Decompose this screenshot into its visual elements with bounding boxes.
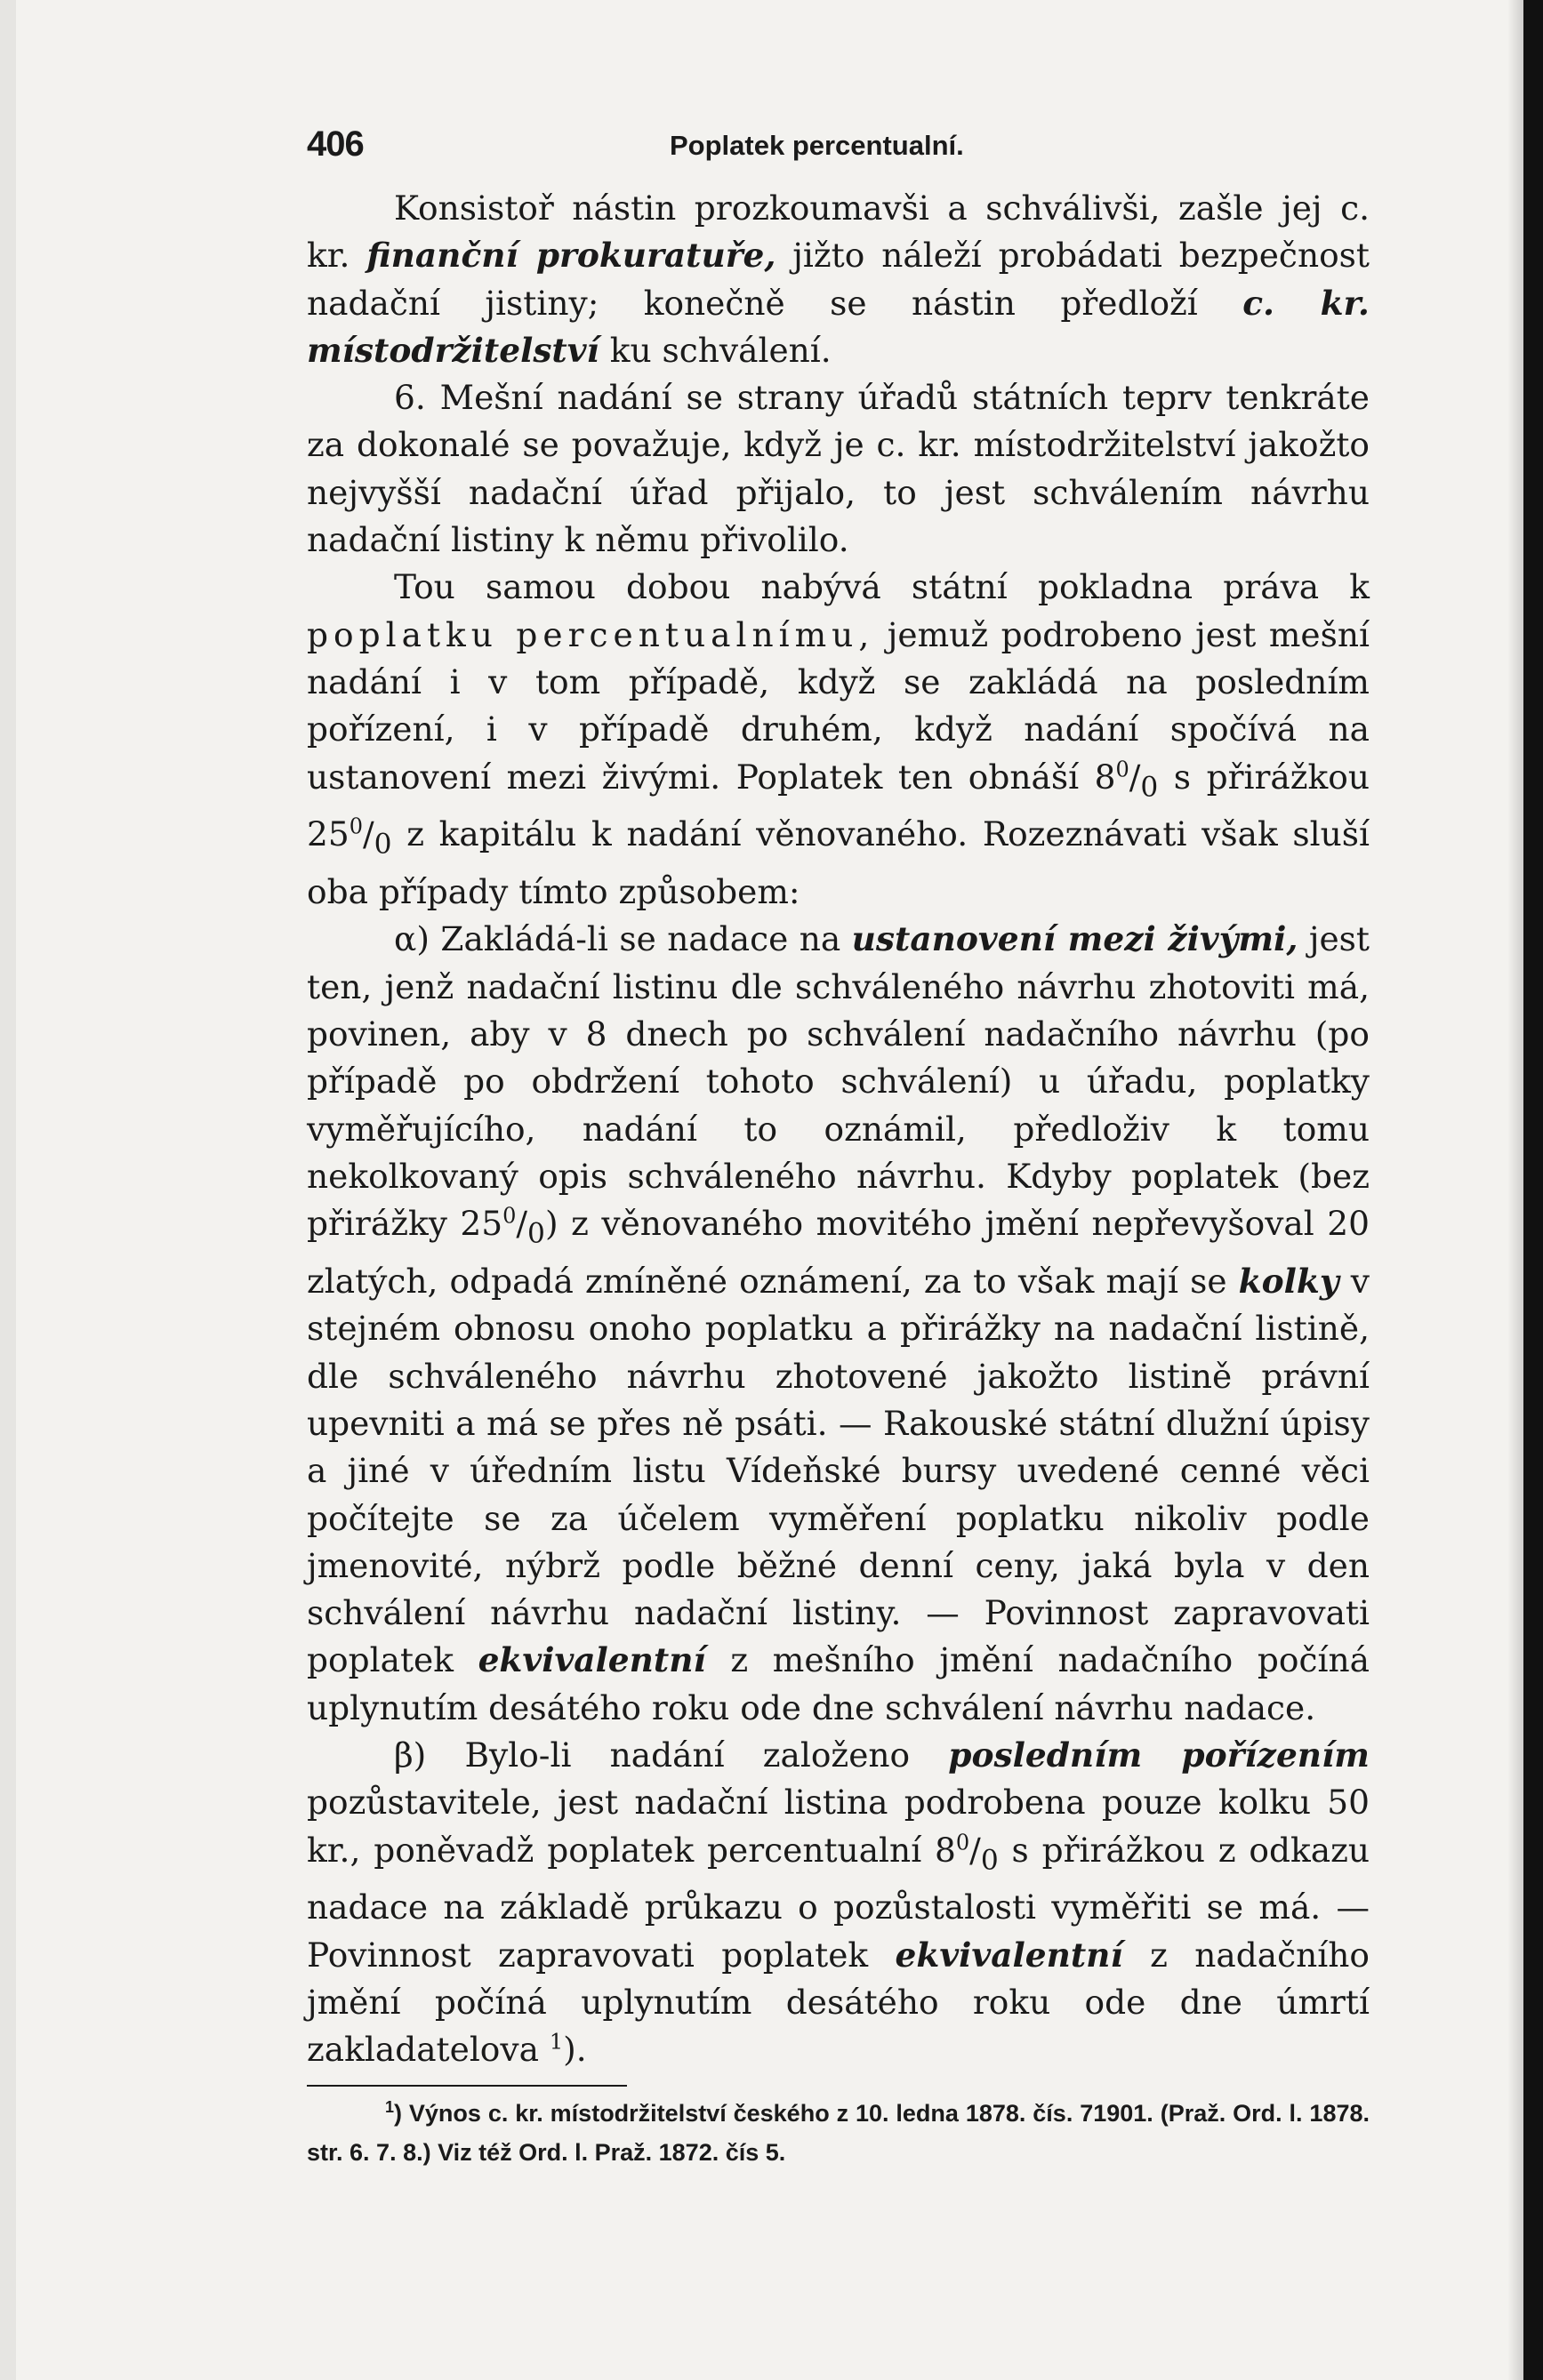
text-run: ) z věnovaného movitého jmění nepřevyšoval 20 zlatých, odpadá zmíněné oznámení, za to však mají se: [307, 1204, 1370, 1302]
text-run: ku schválení.: [599, 330, 832, 370]
text-run: z kapitálu k nadání věnovaného. Rozeznávati však sluší oba případy tímto způsobem:: [307, 814, 1370, 912]
text-run: Konsistoř nástin prozkoumavši a schválivši, zašle jej c. kr.: [307, 188, 1370, 276]
text-run: /: [969, 1830, 981, 1870]
spaced-run: poplatku percentualnímu,: [307, 614, 875, 654]
body-text: [307, 185, 1370, 2074]
superscript: 0: [502, 1203, 517, 1229]
subscript: 0: [527, 1217, 545, 1250]
footnote: [307, 2094, 1370, 2172]
paragraph-2: 6. Mešní nadání se strany úřadů státních teprv tenkráte za dokonalé se považuje, když je c. kr. místodržitelství jakožto nejvyšší nadační úřad přijalo, to jest schválením návrhu nadační listiny k němu přivolilo.: [307, 378, 1370, 560]
paragraph-3: [307, 564, 1370, 916]
paragraph-4: [307, 916, 1370, 1732]
italic-run: finanční prokuratuře,: [366, 236, 776, 276]
footnote-reference: 1: [549, 2029, 564, 2055]
superscript: 0: [1115, 757, 1129, 782]
running-title: Poplatek percentualní.: [670, 130, 964, 161]
italic-run: ekvivalentní: [895, 1935, 1123, 1975]
page-header: [307, 124, 1370, 178]
text-run: ).: [563, 2030, 587, 2070]
subscript: 0: [980, 1844, 999, 1877]
text-run: s přirážkou z odkazu nadace na základě průkazu o pozůstalosti vyměřiti se má. — Povinnost zapravovati poplatek: [307, 1830, 1370, 1975]
text-run: z mešního jmění nadačního počíná uplynutím desátého roku ode dne schválení návrhu nadace.: [307, 1640, 1370, 1727]
italic-run: ekvivalentní: [478, 1640, 706, 1680]
italic-run: c. kr. místodržitelství: [307, 283, 1370, 370]
superscript: 0: [955, 1830, 970, 1855]
scan-right-edge: [1523, 0, 1543, 2380]
text-run: pozůstavitele, jest nadační listina podrobena pouze kolku 50 kr., poněvadž poplatek percentualní 8: [307, 1783, 1370, 1870]
paragraph-5: [307, 1732, 1370, 2074]
text-run: s přirážkou 25: [307, 757, 1370, 854]
text-run: /: [1129, 757, 1141, 797]
paragraph-1: [307, 185, 1370, 374]
text-run: /: [516, 1204, 528, 1244]
italic-run: posledním pořízením: [948, 1735, 1370, 1775]
text-run: β) Bylo-li nadání založeno: [394, 1735, 949, 1775]
footnote-mark: 1: [385, 2097, 395, 2116]
scan-right-shadow: [1507, 0, 1523, 2380]
text-run: jemuž podrobeno jest mešní nadání i v tom případě, když se zakládá na posledním pořízení, i v případě druhém, když nadání spočívá na ustanovení mezi živými. Poplatek ten obnáší 8: [307, 614, 1370, 797]
footnote-divider: [307, 2085, 627, 2087]
text-run: jest ten, jenž nadační listinu dle schváleného návrhu zhotoviti má, povinen, aby v 8 dnech po schválení nadačního návrhu (po případě po obdržení tohoto schválení) u úřadu, poplatky vyměřujícího, nadání to oznámil, předloživ k tomu nekolkovaný opis schváleného návrhu. Kdyby poplatek (bez přirážky 25: [307, 919, 1370, 1244]
italic-run: kolky: [1238, 1262, 1339, 1302]
text-run: v stejném obnosu onoho poplatku a přirážky na nadační listině, dle schváleného návrhu zhotovené jakožto listině právní upevniti a má se přes ně psáti. — Rakouské státní dlužní úpisy a jiné v úředním listu Vídeňské bursy uvedené cenné věci počítejte se za účelem vyměření poplatku nikoliv podle jmenovité, nýbrž podle běžné denní ceny, jaká byla v den schválení návrhu nadační listiny. — Povinnost zapravovati poplatek: [307, 1262, 1370, 1680]
text-run: /: [363, 814, 374, 854]
text-run: z nadačního jmění počíná uplynutím desátého roku ode dne úmrtí zakladatelova: [307, 1935, 1370, 2070]
subscript: 0: [1140, 771, 1159, 804]
italic-run: ustanovení mezi živými,: [851, 919, 1298, 959]
page-number: 406: [307, 124, 364, 164]
text-run: α) Zakládá-li se nadace na: [394, 919, 852, 959]
book-page: [307, 124, 1370, 2172]
footnote-text: ) Výnos c. kr. místodržitelství českého z 10. ledna 1878. čís. 71901. (Praž. Ord. l. 1878. str. 6. 7. 8.) Viz též Ord. l. Praž. 1872. čís 5.: [307, 2099, 1370, 2166]
text-run: jižto náleží probádati bezpečnost nadační jistiny; konečně se nástin předloží: [307, 236, 1370, 323]
superscript: 0: [349, 813, 363, 839]
text-run: Tou samou dobou nabývá státní pokladna práva k: [394, 567, 1370, 607]
scan-left-margin: [0, 0, 16, 2380]
subscript: 0: [374, 828, 392, 861]
